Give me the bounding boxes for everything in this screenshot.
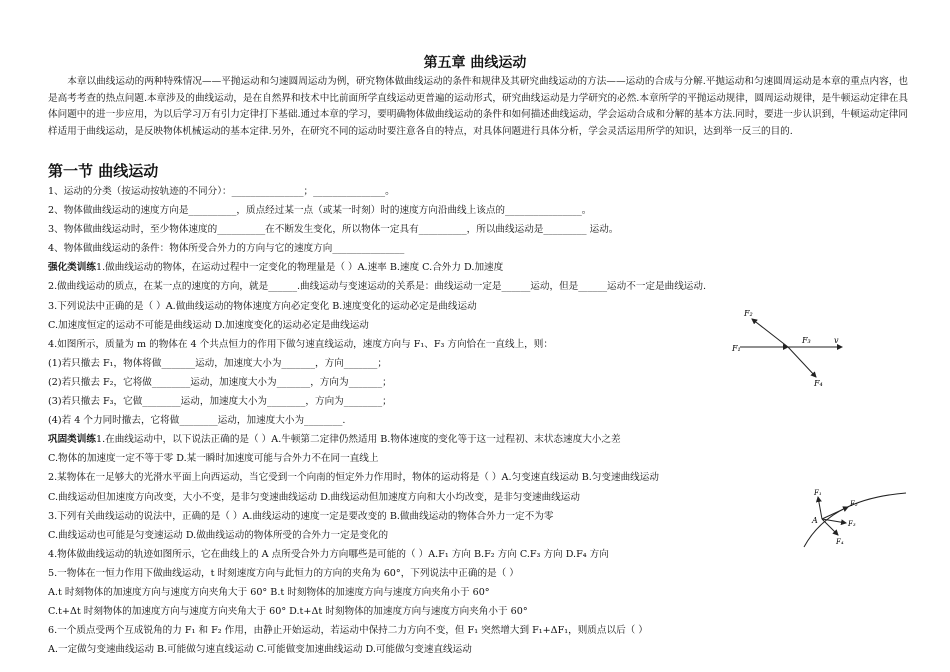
force-arrow-f2: [752, 319, 788, 347]
label-f2: F₂: [744, 309, 753, 318]
force-diagram: [730, 305, 850, 387]
question-line: 2.做曲线运动的质点，在某一点的速度的方向，就是______.曲线运动与变速运动的关系是：曲线运动一定是______运动，但是______运动不一定是曲线运动.: [48, 281, 707, 293]
question-line: A.t 时刻物体的加速度方向与速度方向夹角大于 60° B.t 时刻物体的加速度方向与速度方向夹角小于 60°: [48, 586, 490, 598]
question-line: (3)若只撤去 F₃，它做________运动，加速度大小为________，方向为________；: [48, 396, 392, 408]
question-line: 4、物体做曲线运动的条件：物体所受合外力的方向与它的速度方向_______________: [48, 243, 405, 255]
section-title: 第一节 曲线运动: [48, 162, 159, 180]
force-arrow-f2: [822, 507, 848, 519]
question-line: C.t+Δt 时刻物体的加速度方向与速度方向夹角大于 60° D.t+Δt 时刻物体的加速度方向与速度方向夹角小于 60°: [48, 606, 528, 618]
question-line: 2.某物体在一足够大的光滑水平面上向西运动，当它受到一个向南的恒定外力作用时，物体的运动将是（ ）A.匀变速直线运动 B.匀变速曲线运动: [48, 472, 659, 484]
question-line: 强化类训练1.做曲线运动的物体，在运动过程中一定变化的物理量是（ ）A.速率 B.速度 C.合外力 D.加速度: [48, 262, 504, 274]
question-line: 2、物体做曲线运动的速度方向是__________，质点经过某一点（或某一时刻）时的速度方向沿曲线上该点的________________。: [48, 205, 592, 217]
label-f3: F₃: [848, 520, 856, 528]
question-line: (1)若只撤去 F₁，物体将做_______运动，加速度大小为_______，方向_______；: [48, 357, 387, 369]
question-line: 巩固类训练1.在曲线运动中，以下说法正确的是（ ）A.牛顿第二定律仍然适用 B.物体速度的变化等于这一过程初、末状态速度大小之差: [48, 434, 621, 446]
question-line: C.曲线运动但加速度方向改变，大小不变，是非匀变速曲线运动 D.曲线运动但加速度方向和大小均改变，是非匀变速曲线运动: [48, 491, 580, 503]
question-line: C.加速度恒定的运动不可能是曲线运动 D.加速度变化的运动必定是曲线运动: [48, 319, 369, 331]
label-a: A: [812, 516, 818, 525]
question-line: C.曲线运动也可能是匀变速运动 D.做曲线运动的物体所受的合外力一定是变化的: [48, 529, 389, 541]
question-line: 5.一物体在一恒力作用下做曲线运动，t 时刻速度方向与此恒力的方向的夹角为 60°，下列说法中正确的是（ ）: [48, 567, 519, 579]
label-f4: F₄: [836, 538, 844, 546]
question-line: 4.物体做曲线运动的轨迹如图所示，它在曲线上的 A 点所受合外力方向哪些是可能的（ ）A.F₁ 方向 B.F₂ 方向 C.F₃ 方向 D.F₄ 方向: [48, 548, 609, 560]
chapter-intro: 本章以曲线运动的两种特殊情况——平抛运动和匀速圆周运动为例，研究物体做曲线运动的条件和规律及其研究曲线运动的方法——运动的合成与分解.平抛运动和匀速圆周运动是本章的重点内容，也是高考考查的热点问题.本章涉及的曲线运动，是在自然界和技术中比前面所学直线运动更普遍的运动形式，研究曲线运动是力学研究的必然.本章所学的平抛运动规律，圆周运动规律，是牛顿运动定律在具体问题中的进一步应用，为以后学习万有引力定律打下基础.通过本章的学习，要明确物体做曲线运动的条件和如何描述曲线运动，学会运动合成和分解的基本方法.同时，要进一步认识到，牛顿运动定律同样适用于曲线运动，是反映物体机械运动的基本定律.另外，在研究不同的运动时要注意各自的特点，对具体问题进行具体分析，学会灵活运用所学的知识，达到举一反三的目的.: [48, 76, 908, 137]
label-v: v: [834, 336, 839, 345]
question-line: 1、运动的分类（按运动按轨迹的不同分）：_______________；_______________。: [48, 186, 395, 197]
question-line: (2)若只撤去 F₂，它将做________运动，加速度大小为_______，方向为_______；: [48, 376, 392, 388]
label-f1: F₁: [814, 489, 822, 497]
trajectory-diagram: [800, 485, 910, 553]
question-list: [48, 182, 908, 659]
question-line: 3、物体做曲线运动时，至少物体速度的__________在不断发生变化，所以物体一定具有__________，所以曲线运动是_________ 运动。: [48, 224, 619, 236]
question-line: 3.下列有关曲线运动的说法中，正确的是（ ）A.曲线运动的速度一定是要改变的 B.做曲线运动的物体合外力一定不为零: [48, 510, 554, 522]
label-f3: F₃: [802, 336, 811, 345]
force-arrow-f4: [788, 347, 816, 377]
question-line: (4)若 4 个力同时撤去，它将做________运动，加速度大小为________.: [48, 415, 346, 427]
chapter-title: 第五章 曲线运动: [423, 55, 527, 71]
force-arrow-f1: [818, 497, 822, 519]
question-line: A.一定做匀变速曲线运动 B.可能做匀速直线运动 C.可能做变加速曲线运动 D.可能做匀变速直线运动: [48, 644, 472, 656]
question-line: 3.下列说法中正确的是（ ）A.做曲线运动的物体速度方向必定变化 B.速度变化的运动必定是曲线运动: [48, 300, 477, 312]
question-line: C.物体的加速度一定不等于零 D.某一瞬时加速度可能与合外力不在同一直线上: [48, 453, 379, 465]
label-f1: F₁: [732, 344, 741, 353]
label-f4: F₄: [814, 379, 823, 387]
question-line: 6.一个质点受两个互成锐角的力 F₁ 和 F₂ 作用，由静止开始运动，若运动中保持二力方向不变，但 F₁ 突然增大到 F₁+ΔF₁，则质点以后（ ）: [48, 625, 648, 637]
question-line: 4.如图所示，质量为 m 的物体在 4 个共点恒力的作用下做匀速直线运动，速度方向与 F₁、F₃ 方向恰在一直线上，则：: [48, 338, 553, 350]
label-f2: F₂: [850, 500, 858, 508]
